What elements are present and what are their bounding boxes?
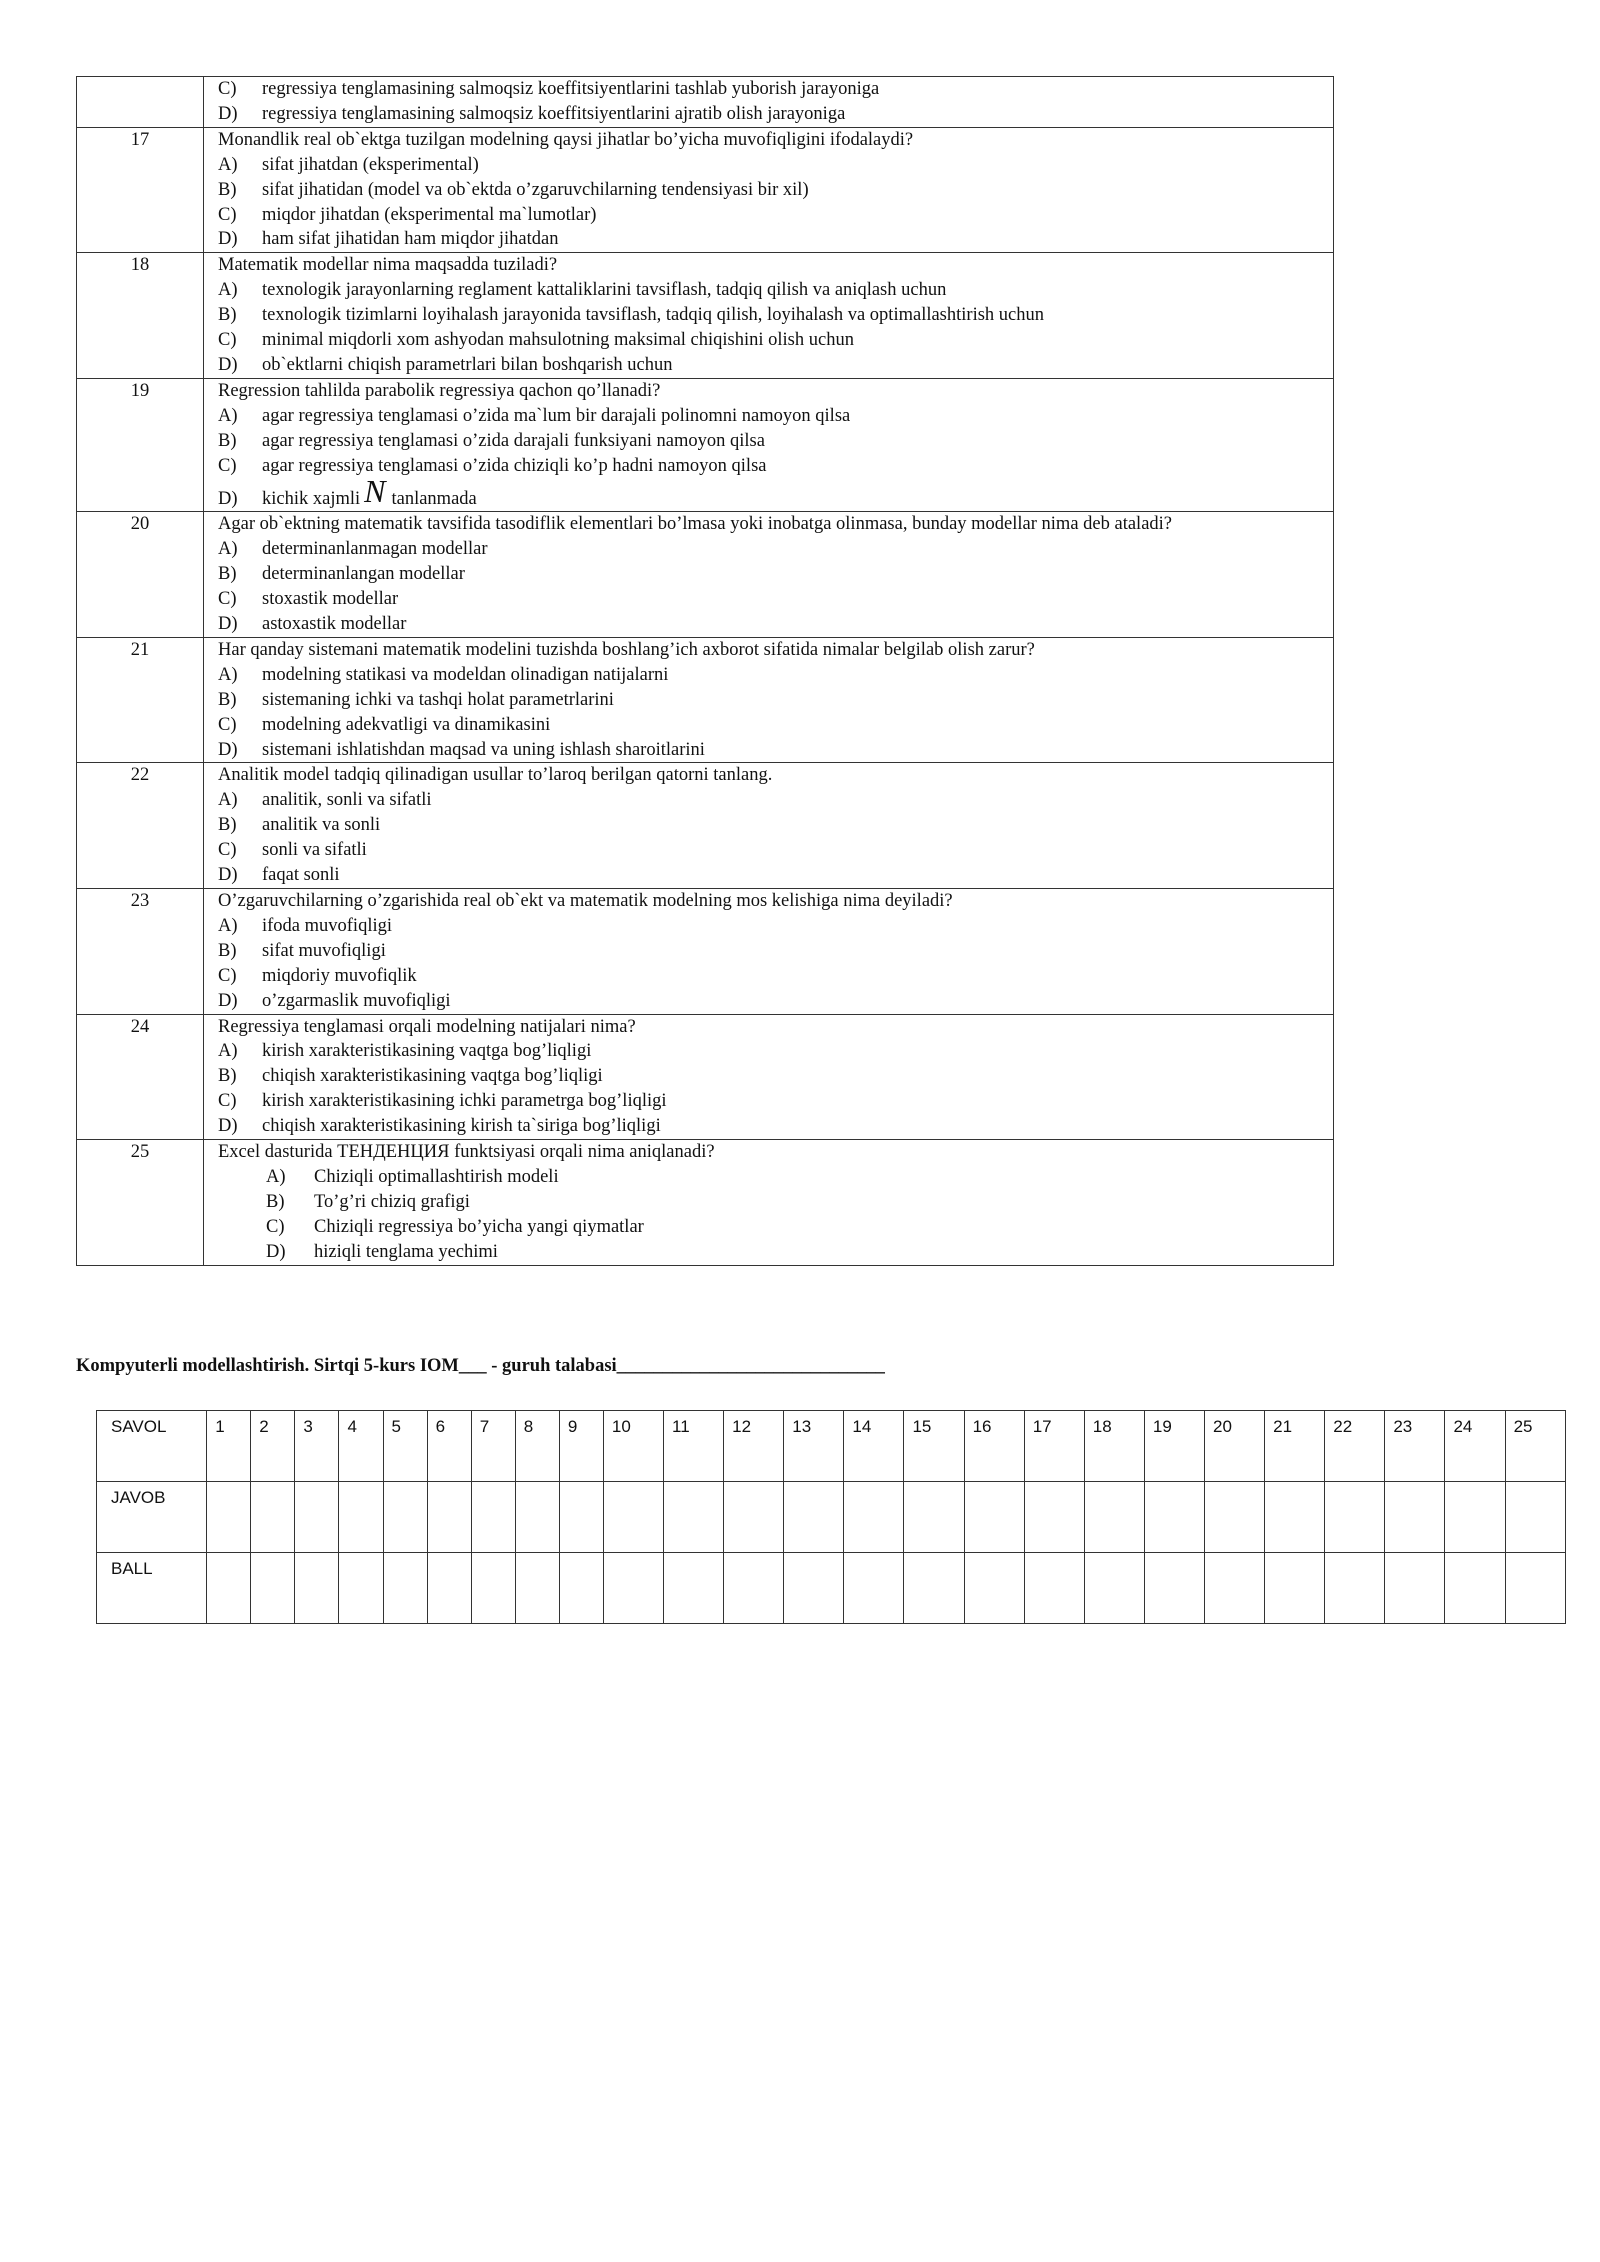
- option-text: sonli va sifatli: [262, 840, 367, 861]
- answer-cell[interactable]: [1144, 1482, 1204, 1553]
- option-text: minimal miqdorli xom ashyodan mahsulotning maksimal chiqishini olish uchun: [262, 330, 854, 351]
- option-letter: D): [218, 229, 238, 250]
- score-cell[interactable]: [1265, 1553, 1325, 1624]
- answer-cell[interactable]: [1385, 1482, 1445, 1553]
- option-text: stoxastik modellar: [262, 589, 399, 610]
- question-text: Agar ob`ektning matematik tavsifida tasodiflik elementlari bo’lmasa yoki inobatga olinmasa, bunday modellar nima deb ataladi?: [218, 514, 1173, 535]
- answer-option: [218, 537, 1333, 562]
- question-number: 23: [77, 889, 204, 1015]
- option-letter: B): [218, 940, 237, 961]
- option-text: determinanlangan modellar: [262, 564, 465, 585]
- answer-option: [218, 964, 1333, 989]
- question-number-header: 16: [964, 1411, 1024, 1482]
- question-row: [77, 763, 1334, 889]
- answer-option: [218, 713, 1333, 738]
- answer-option: [218, 353, 1333, 378]
- question-number-header: 17: [1024, 1411, 1084, 1482]
- option-text: Chiziqli regressiya bo’yicha yangi qiymatlar: [314, 1216, 644, 1237]
- question-body-cell: [204, 889, 1334, 1015]
- answer-cell[interactable]: [559, 1482, 603, 1553]
- answer-cell[interactable]: [383, 1482, 427, 1553]
- question-number-header: 15: [904, 1411, 964, 1482]
- question-number-header: 8: [515, 1411, 559, 1482]
- question-text: Monandlik real ob`ektga tuzilgan modelning qaysi jihatlar bo’yicha muvofiqligini ifodalaydi?: [218, 129, 914, 150]
- option-text: agar regressiya tenglamasi o’zida chiziqli ko’p hadni namoyon qilsa: [262, 455, 767, 476]
- answer-option: [218, 813, 1333, 838]
- option-letter: D): [266, 1241, 286, 1262]
- answer-cell[interactable]: [339, 1482, 383, 1553]
- answer-option: [218, 738, 1333, 763]
- answer-cell[interactable]: [1084, 1482, 1144, 1553]
- option-letter: D): [218, 354, 238, 375]
- question-row: [77, 512, 1334, 638]
- score-cell[interactable]: [1205, 1553, 1265, 1624]
- score-cell[interactable]: [724, 1553, 784, 1624]
- option-letter: C): [218, 714, 237, 735]
- answer-cell[interactable]: [1265, 1482, 1325, 1553]
- option-text: hiziqli tenglama yechimi: [314, 1241, 498, 1262]
- question-row: [77, 637, 1334, 763]
- question-number-header: 10: [603, 1411, 663, 1482]
- answer-cell[interactable]: [1024, 1482, 1084, 1553]
- answer-cell[interactable]: [844, 1482, 904, 1553]
- option-letter: A): [218, 154, 238, 175]
- score-cell[interactable]: [427, 1553, 471, 1624]
- score-cell[interactable]: [664, 1553, 724, 1624]
- score-cell[interactable]: [844, 1553, 904, 1624]
- option-letter: A): [218, 790, 238, 811]
- score-cell[interactable]: [1385, 1553, 1445, 1624]
- option-text: kichik xajmli: [262, 488, 361, 509]
- score-cell[interactable]: [471, 1553, 515, 1624]
- sample-size-variable: N: [364, 472, 386, 509]
- question-number-header: 12: [724, 1411, 784, 1482]
- answer-option: [218, 102, 1333, 127]
- question-number: 24: [77, 1014, 204, 1140]
- answer-option: [218, 562, 1333, 587]
- answer-cell[interactable]: [964, 1482, 1024, 1553]
- answer-cell[interactable]: [1445, 1482, 1505, 1553]
- option-text: miqdor jihatdan (eksperimental ma`lumotlar): [262, 204, 597, 225]
- option-text: modelning adekvatligi va dinamikasini: [262, 714, 551, 735]
- option-letter: A): [218, 1041, 238, 1062]
- option-letter: C): [218, 840, 237, 861]
- question-body-cell: [204, 763, 1334, 889]
- option-text: astoxastik modellar: [262, 614, 407, 635]
- answer-grid: [96, 1410, 1566, 1624]
- question-text: Regression tahlilda parabolik regressiya qachon qo’llanadi?: [218, 380, 661, 401]
- option-letter: B): [218, 430, 237, 451]
- answer-cell[interactable]: [251, 1482, 295, 1553]
- option-letter: A): [218, 539, 238, 560]
- question-number: 21: [77, 637, 204, 763]
- option-letter: A): [218, 280, 238, 301]
- option-letter: A): [218, 664, 238, 685]
- question-number-header: 6: [427, 1411, 471, 1482]
- option-text: chiqish xarakteristikasining vaqtga bog’liqligi: [262, 1066, 603, 1087]
- answer-option: [218, 1215, 1333, 1240]
- score-cell[interactable]: [1505, 1553, 1565, 1624]
- option-text: determinanlanmagan modellar: [262, 539, 488, 560]
- question-number-header: 4: [339, 1411, 383, 1482]
- option-text: analitik va sonli: [262, 815, 381, 836]
- option-letter: C): [218, 965, 237, 986]
- option-letter: C): [218, 455, 237, 476]
- question-text: Matematik modellar nima maqsadda tuziladi?: [218, 255, 558, 276]
- question-row-continued: [77, 77, 1334, 128]
- score-cell[interactable]: [1084, 1553, 1144, 1624]
- answer-cell[interactable]: [471, 1482, 515, 1553]
- question-number-header: 5: [383, 1411, 427, 1482]
- question-row: [77, 253, 1334, 379]
- answer-option: [218, 1190, 1333, 1215]
- option-letter: B): [218, 179, 237, 200]
- answer-cell[interactable]: [784, 1482, 844, 1553]
- option-letter: B): [218, 564, 237, 585]
- answer-option: [218, 1114, 1333, 1139]
- question-number-header: 21: [1265, 1411, 1325, 1482]
- option-letter: D): [218, 103, 238, 124]
- option-text: faqat sonli: [262, 865, 340, 886]
- answer-cell[interactable]: [427, 1482, 471, 1553]
- option-letter: C): [218, 79, 237, 99]
- answer-option: [218, 77, 1333, 102]
- option-letter: D): [218, 488, 238, 509]
- option-letter: D): [218, 614, 238, 635]
- answer-option: [218, 1089, 1333, 1114]
- answer-option: [218, 303, 1333, 328]
- answer-cell[interactable]: [1505, 1482, 1565, 1553]
- score-cell[interactable]: [1024, 1553, 1084, 1624]
- score-cell[interactable]: [251, 1553, 295, 1624]
- option-letter: A): [266, 1166, 286, 1187]
- grid-row-label: JAVOB: [97, 1482, 207, 1553]
- answer-cell[interactable]: [904, 1482, 964, 1553]
- question-row: [77, 127, 1334, 253]
- score-cell[interactable]: [515, 1553, 559, 1624]
- grid-row-javob: [97, 1482, 1566, 1553]
- answer-option: [218, 1064, 1333, 1089]
- answer-cell[interactable]: [1325, 1482, 1385, 1553]
- option-text: texnologik jarayonlarning reglament kattaliklarini tavsiflash, tadqiq qilish va aniqlash uchun: [262, 280, 947, 301]
- question-number-cell: [77, 77, 204, 128]
- grid-row-label: BALL: [97, 1553, 207, 1624]
- answer-option: [218, 914, 1333, 939]
- answer-option: [218, 227, 1333, 252]
- answer-option: [218, 788, 1333, 813]
- question-body-cell: [204, 1014, 1334, 1140]
- option-text: ob`ektlarni chiqish parametrlari bilan boshqarish uchun: [262, 354, 673, 375]
- option-text: sifat jihatdan (eksperimental): [262, 154, 479, 175]
- answer-cell[interactable]: [207, 1482, 251, 1553]
- score-cell[interactable]: [1144, 1553, 1204, 1624]
- option-letter: D): [218, 865, 238, 886]
- answer-option: [218, 328, 1333, 353]
- grid-row-label: SAVOL: [97, 1411, 207, 1482]
- question-body-cell: [204, 253, 1334, 379]
- question-number-header: 19: [1144, 1411, 1204, 1482]
- option-text: Chiziqli optimallashtirish modeli: [314, 1166, 559, 1187]
- option-text: sifat jihatidan (model va ob`ektda o’zgaruvchilarning tendensiyasi bir xil): [262, 179, 809, 200]
- option-text-tail: tanlanmada: [391, 488, 477, 509]
- answer-option: [218, 429, 1333, 454]
- question-body-cell: [204, 378, 1334, 512]
- score-cell[interactable]: [904, 1553, 964, 1624]
- question-number-header: 2: [251, 1411, 295, 1482]
- option-letter: C): [218, 204, 237, 225]
- answer-option: [218, 454, 1333, 479]
- questions-table: [76, 76, 1334, 1266]
- option-letter: C): [266, 1216, 285, 1237]
- question-number-header: 11: [664, 1411, 724, 1482]
- option-text: ham sifat jihatidan ham miqdor jihatdan: [262, 229, 559, 250]
- question-number-header: 3: [295, 1411, 339, 1482]
- question-number-header: 7: [471, 1411, 515, 1482]
- option-letter: D): [218, 1116, 238, 1137]
- question-number: 22: [77, 763, 204, 889]
- option-letter: B): [218, 815, 237, 836]
- score-cell[interactable]: [295, 1553, 339, 1624]
- question-text: Excel dasturida ТЕНДЕНЦИЯ funktsiyasi orqali nima aniqlanadi?: [218, 1142, 715, 1163]
- answer-cell[interactable]: [295, 1482, 339, 1553]
- question-number-header: 9: [559, 1411, 603, 1482]
- footer-title: Kompyuterli modellashtirish. Sirtqi 5-kurs IOM___ - guruh talabasi_____________________________: [76, 1356, 885, 1376]
- option-text: regressiya tenglamasining salmoqsiz koeffitsiyentlarini ajratib olish jarayoniga: [262, 103, 846, 124]
- question-text: Regressiya tenglamasi orqali modelning natijalari nima?: [218, 1016, 636, 1037]
- option-letter: A): [218, 915, 238, 936]
- score-cell[interactable]: [339, 1553, 383, 1624]
- option-text: sifat muvofiqligi: [262, 940, 386, 961]
- question-number-header: 25: [1505, 1411, 1565, 1482]
- option-text: kirish xarakteristikasining ichki parametrga bog’liqligi: [262, 1091, 667, 1112]
- option-text: texnologik tizimlarni loyihalash jarayonida tavsiflash, tadqiq qilish, loyihalash va optimallashtirish uchun: [262, 305, 1044, 326]
- score-cell[interactable]: [559, 1553, 603, 1624]
- option-text: regressiya tenglamasining salmoqsiz koeffitsiyentlarini tashlab yuborish jarayoniga: [262, 79, 880, 99]
- question-row: [77, 1014, 1334, 1140]
- answer-option: [218, 153, 1333, 178]
- score-cell[interactable]: [603, 1553, 663, 1624]
- answer-option: [218, 203, 1333, 228]
- option-text: ifoda muvofiqligi: [262, 915, 392, 936]
- option-letter: B): [218, 305, 237, 326]
- question-number-header: 20: [1205, 1411, 1265, 1482]
- answer-option: [218, 178, 1333, 203]
- question-body-cell: [204, 637, 1334, 763]
- score-cell[interactable]: [784, 1553, 844, 1624]
- option-text: o’zgarmaslik muvofiqligi: [262, 990, 451, 1011]
- option-letter: C): [218, 589, 237, 610]
- option-text: agar regressiya tenglamasi o’zida ma`lum bir darajali polinomni namoyon qilsa: [262, 405, 851, 426]
- answer-option: [218, 612, 1333, 637]
- option-text: sistemaning ichki va tashqi holat parametrlarini: [262, 689, 614, 710]
- option-letter: D): [218, 990, 238, 1011]
- option-letter: B): [218, 1066, 237, 1087]
- grid-row-ball: [97, 1553, 1566, 1624]
- answer-option: [218, 1039, 1333, 1064]
- option-text: kirish xarakteristikasining vaqtga bog’liqligi: [262, 1041, 592, 1062]
- question-body-cell: [204, 512, 1334, 638]
- question-number-header: 24: [1445, 1411, 1505, 1482]
- question-number: 20: [77, 512, 204, 638]
- answer-option: [218, 989, 1333, 1014]
- option-letter: B): [266, 1191, 285, 1212]
- option-text: analitik, sonli va sifatli: [262, 790, 432, 811]
- option-text: To’g’ri chiziq grafigi: [314, 1191, 470, 1212]
- option-text: miqdoriy muvofiqlik: [262, 965, 417, 986]
- question-number-header: 23: [1385, 1411, 1445, 1482]
- question-number-header: 1: [207, 1411, 251, 1482]
- answer-option: [218, 404, 1333, 429]
- option-letter: C): [218, 1091, 237, 1112]
- answer-option: [218, 663, 1333, 688]
- option-letter: D): [218, 739, 238, 760]
- question-row: [77, 889, 1334, 1015]
- answer-option: [218, 863, 1333, 888]
- answer-cell[interactable]: [515, 1482, 559, 1553]
- option-text: agar regressiya tenglamasi o’zida darajali funksiyani namoyon qilsa: [262, 430, 765, 451]
- question-body-cell: [204, 127, 1334, 253]
- answer-cell[interactable]: [603, 1482, 663, 1553]
- question-number-header: 13: [784, 1411, 844, 1482]
- answer-option: [218, 939, 1333, 964]
- answer-option: [218, 472, 1333, 512]
- question-number-header: 18: [1084, 1411, 1144, 1482]
- question-row: [77, 378, 1334, 512]
- option-letter: B): [218, 689, 237, 710]
- score-cell[interactable]: [1325, 1553, 1385, 1624]
- answer-cell[interactable]: [664, 1482, 724, 1553]
- question-number: 17: [77, 127, 204, 253]
- question-number: 19: [77, 378, 204, 512]
- question-row: [77, 1140, 1334, 1266]
- question-number: 25: [77, 1140, 204, 1266]
- answer-cell[interactable]: [1205, 1482, 1265, 1553]
- question-body-cell: [204, 77, 1334, 128]
- option-letter: C): [218, 330, 237, 351]
- score-cell[interactable]: [964, 1553, 1024, 1624]
- question-body-cell: [204, 1140, 1334, 1266]
- option-letter: A): [218, 405, 238, 426]
- answer-option: [218, 1240, 1333, 1265]
- answer-option: [218, 688, 1333, 713]
- option-text: chiqish xarakteristikasining kirish ta`siriga bog’liqligi: [262, 1116, 661, 1137]
- question-number-header: 22: [1325, 1411, 1385, 1482]
- score-cell[interactable]: [1445, 1553, 1505, 1624]
- grid-row-savol: [97, 1411, 1566, 1482]
- option-text: sistemani ishlatishdan maqsad va uning ishlash sharoitlarini: [262, 739, 705, 760]
- score-cell[interactable]: [383, 1553, 427, 1624]
- option-text: modelning statikasi va modeldan olinadigan natijalarni: [262, 664, 669, 685]
- answer-option: [218, 838, 1333, 863]
- answer-cell[interactable]: [724, 1482, 784, 1553]
- question-text: Analitik model tadqiq qilinadigan usullar to’laroq berilgan qatorni tanlang.: [218, 765, 773, 786]
- answer-option: [218, 1165, 1333, 1190]
- question-text: Har qanday sistemani matematik modelini tuzishda boshlang’ich axborot sifatida nimalar belgilab olish zarur?: [218, 639, 1035, 660]
- score-cell[interactable]: [207, 1553, 251, 1624]
- question-number-header: 14: [844, 1411, 904, 1482]
- question-text: O’zgaruvchilarning o’zgarishida real ob`ekt va matematik modelning mos kelishiga nima deyiladi?: [218, 891, 953, 911]
- answer-option: [218, 587, 1333, 612]
- question-number: 18: [77, 253, 204, 379]
- answer-option: [218, 278, 1333, 303]
